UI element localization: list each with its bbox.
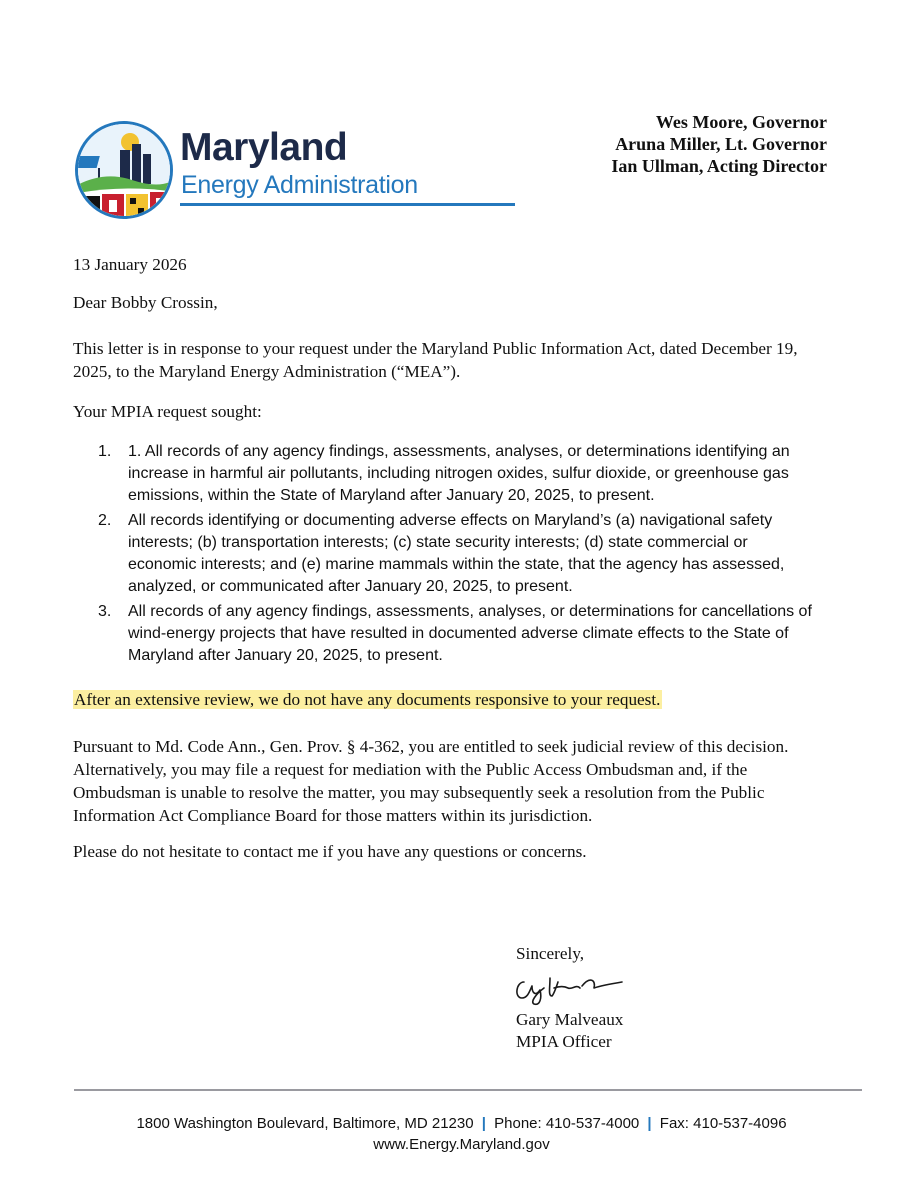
signer-title: MPIA Officer — [516, 1032, 612, 1051]
judicial-review-paragraph — [73, 735, 788, 827]
footer-phone: Phone: 410-537-4000 — [494, 1115, 640, 1132]
request-line: Maryland after January 20, 2025, to present. — [128, 647, 443, 664]
handwritten-signature-icon — [510, 968, 630, 1008]
footer-address: 1800 Washington Boulevard, Baltimore, MD 21230 — [136, 1115, 474, 1132]
request-line: interests; (b) transportation interests; (c) state security interests; (d) state commercial or — [128, 534, 748, 551]
judicial-line: Alternatively, you may file a request for mediation with the Public Access Ombudsman and, if the — [73, 760, 748, 779]
request-number: 3. — [98, 603, 112, 620]
finding-statement — [73, 688, 662, 711]
logo-title: Maryland — [180, 126, 348, 169]
request-item — [98, 441, 858, 507]
closing-paragraph: Please do not hesitate to contact me if you have any questions or concerns. — [73, 842, 587, 861]
request-list — [98, 441, 858, 670]
request-line: increase in harmful air pollutants, including nitrogen oxides, sulfur dioxide, or greenhouse gas — [128, 465, 789, 482]
request-item — [98, 510, 858, 598]
request-sought-label: Your MPIA request sought: — [73, 402, 262, 421]
footer-separator: | — [647, 1115, 652, 1132]
highlighted-finding: After an extensive review, we do not have any documents responsive to your request. — [74, 690, 661, 709]
footer-contact — [0, 1115, 923, 1132]
request-line: economic interests; and (e) marine mammals within the state, that the agency has assessed, — [128, 556, 785, 573]
request-line: All records identifying or documenting adverse effects on Maryland’s (a) navigational safety — [128, 512, 773, 529]
letter-date: 13 January 2026 — [73, 255, 187, 274]
request-line: All records of any agency findings, assessments, analyses, or determinations for cancellations of — [128, 603, 812, 620]
footer-website: www.Energy.Maryland.gov — [373, 1136, 550, 1153]
footer-divider — [74, 1089, 862, 1091]
request-number: 1. — [98, 443, 112, 460]
intro-line: 2025, to the Maryland Energy Administration (“MEA”). — [73, 362, 461, 381]
mea-logo — [72, 118, 452, 222]
signer-name: Gary Malveaux — [516, 1010, 624, 1029]
judicial-line: Information Act Compliance Board for those matters within its jurisdiction. — [73, 806, 593, 825]
judicial-line: Pursuant to Md. Code Ann., Gen. Prov. § 4-362, you are entitled to seek judicial review of this decision. — [73, 737, 789, 756]
request-line: analyzed, or communicated after January 20, 2025, to present. — [128, 578, 573, 595]
judicial-line: Ombudsman is unable to resolve the matter, you may subsequently seek a resolution from the Public — [73, 783, 765, 802]
official-lt-governor: Aruna Miller, Lt. Governor — [615, 134, 827, 154]
request-item — [98, 601, 858, 667]
request-line: wind-energy projects that have resulted in documented adverse climate effects to the State of — [128, 625, 789, 642]
request-number: 2. — [98, 512, 112, 529]
request-line: 1. All records of any agency findings, assessments, analyses, or determinations identifying an — [128, 443, 790, 460]
official-governor: Wes Moore, Governor — [655, 112, 827, 132]
logo-subtitle: Energy Administration — [181, 171, 418, 199]
sign-off: Sincerely, — [516, 944, 585, 963]
logo-underline — [180, 203, 515, 206]
mea-logo-emblem-icon — [72, 118, 176, 222]
footer-separator: | — [481, 1115, 486, 1132]
official-acting-director: Ian Ullman, Acting Director — [611, 156, 827, 176]
officials-block — [611, 111, 827, 177]
intro-paragraph — [73, 337, 798, 383]
intro-line: This letter is in response to your request under the Maryland Public Information Act, dated December 19, — [73, 339, 798, 358]
footer-fax: Fax: 410-537-4096 — [659, 1115, 787, 1132]
request-line: emissions, within the State of Maryland after January 20, 2025, to present. — [128, 487, 655, 504]
salutation: Dear Bobby Crossin, — [73, 293, 218, 312]
